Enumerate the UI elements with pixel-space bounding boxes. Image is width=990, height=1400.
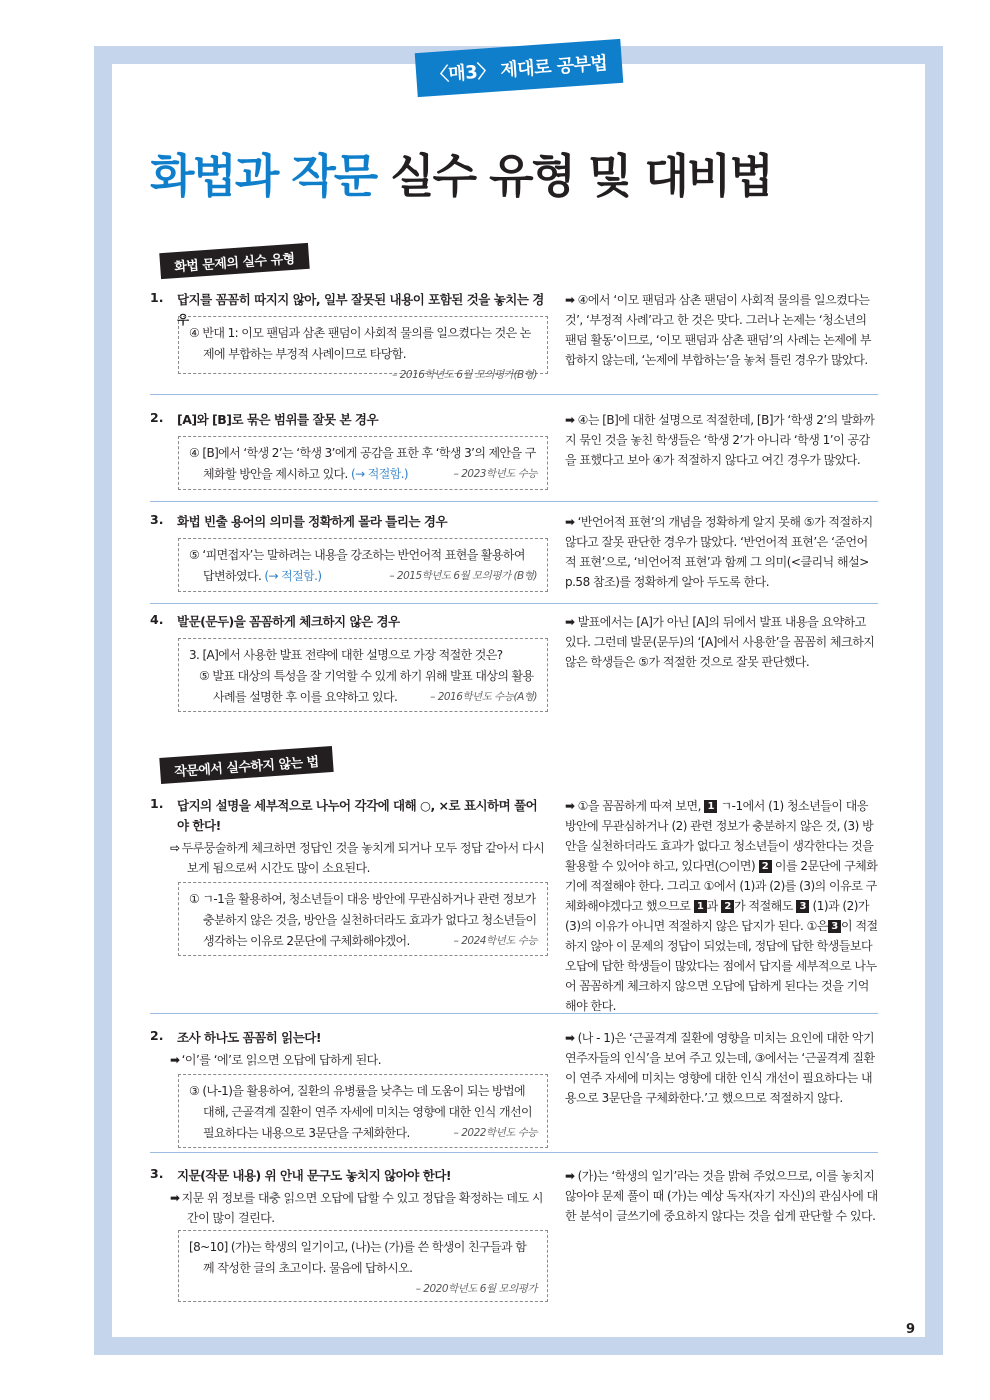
tip-note [170, 1188, 548, 1228]
example-box [178, 1230, 548, 1302]
explanation-text: 과 [706, 899, 718, 913]
list-item [150, 1166, 878, 1306]
arrow-right-icon: ➡ [565, 1169, 575, 1183]
example-body: ① ㄱ-1을 활용하여, 청소년들이 대응 방안에 무관심하거나 관련 정보가 충분하지 않은 것을, 방안을 실천하더라도 효과가 없다고 청소년들이 생각하는 이유로 2문단에 구체화해야겠어. [189, 892, 537, 948]
item-heading: 답지를 꼼꼼히 따지지 않아, 일부 잘못된 내용이 포함된 것을 놓치는 경우 [177, 292, 544, 327]
page-number: 9 [906, 1322, 916, 1337]
number-badge: 3 [796, 900, 809, 913]
explanation-text: (나 - 1)은 ‘근골격계 질환에 영향을 미치는 요인에 대한 악기 연주자들의 인식’을 보여 주고 있는데, ③에서는 ‘근골격계 질환이 연주 자세에 미치는 영향에 대한 인식 개선이 필요하다는 내용으로 3문단을 구체화한다.’고 했으므로 적절하지 않다. [565, 1031, 875, 1105]
tip-text: 지문 위 정보를 대충 읽으면 오답에 답할 수 있고 정답을 확정하는 데도 시간이 많이 걸린다. [181, 1191, 544, 1225]
section-label-speech: 화법 문제의 실수 유형 [159, 243, 309, 279]
tip-note [170, 838, 548, 878]
example-text: ④ 반대 1: 이모 팬덤과 삼촌 팬덤이 사회적 물의를 일으켰다는 것은 논제에 부합하는 부정적 사례이므로 타당함. [189, 326, 531, 361]
hollow-arrow-icon: ⇨ [170, 841, 180, 855]
arrow-right-icon: ➡ [170, 1191, 180, 1205]
arrow-right-icon: ➡ [565, 615, 575, 629]
example-source: – 2020학년도 6월 모의평가 [415, 1283, 537, 1295]
example-body: ③ (나-1)을 활용하여, 질환의 유병률을 낮추는 데 도움이 되는 방법에 대해, 근골격계 질환이 연주 자세에 미치는 영향에 대한 인식 개선이 필요하다는 내용으로 3문단을 구체화한다. [189, 1084, 532, 1140]
chapter-tag: 〈매3〉 제대로 공부법 [415, 39, 624, 97]
explanation [565, 512, 878, 592]
number-badge: 3 [828, 920, 841, 933]
example-box [178, 436, 548, 490]
explanation [565, 290, 878, 370]
example-box [178, 538, 548, 592]
title-part-dark: 실수 유형 및 대비법 [390, 149, 772, 203]
explanation-text: ①을 꼼꼼하게 따져 보면, [577, 799, 701, 813]
item-number: 1. [150, 290, 164, 305]
example-text [189, 443, 537, 485]
example-text [189, 1081, 537, 1144]
item-heading: 조사 하나도 꼼꼼히 읽는다! [177, 1030, 322, 1045]
explanation-text: 가 적절해도 [734, 899, 793, 913]
explanation [565, 612, 878, 672]
item-heading: 답지의 설명을 세부적으로 나누어 각각에 대해 ○, ×로 표시하며 풀어야 한다! [177, 798, 538, 833]
item-heading: 화법 빈출 용어의 의미를 정확하게 몰라 틀리는 경우 [177, 514, 448, 529]
number-badge: 1 [704, 800, 717, 813]
list-item [150, 612, 878, 716]
explanation [565, 1028, 878, 1108]
example-source: – 2022학년도 수능 [453, 1127, 537, 1139]
example-text [189, 666, 537, 708]
example-text [189, 545, 537, 587]
example-body: ⑤ 발표 대상의 특성을 잘 기억할 수 있게 하기 위해 발표 대상의 활용 사례를 설명한 후 이를 요약하고 있다. [199, 669, 534, 704]
tip-note [170, 1050, 548, 1070]
list-item [150, 796, 878, 1014]
explanation [565, 1166, 878, 1226]
page-title [150, 140, 772, 206]
tip-text: ‘이’를 ‘에’로 읽으면 오답에 답하게 된다. [181, 1053, 382, 1067]
number-badge: 1 [694, 900, 707, 913]
item-number: 2. [150, 410, 164, 425]
example-source: – 2016학년도 수능(A형) [430, 691, 537, 703]
explanation-text: 이 적절하지 않아 이 문제의 정답이 되었는데, 정답에 답한 학생들보다 오답에 답한 학생들이 많았다는 점에서 답지를 세부적으로 나누어 꼼꼼하게 체크하지 않으면 오답에 답하게 된다는 것을 기억해야 한다. [565, 919, 878, 1013]
explanation [565, 410, 878, 470]
item-number: 3. [150, 512, 164, 527]
example-box [178, 638, 548, 712]
title-part-blue: 화법과 작문 [150, 149, 391, 203]
explanation-text: (가)는 ‘학생의 일기’라는 것을 밝혀 주었으므로, 이를 놓치지 않아야 문제 풀이 때 (가)는 예상 독자(자기 자신)의 관심사에 대한 분석이 글쓰기에 중요하지 않다는 것을 쉽게 판단할 수 있다. [565, 1169, 878, 1223]
answer-hint: (→ 적절함.) [264, 569, 322, 583]
example-body: ⑤ ‘피면접자’는 말하려는 내용을 강조하는 반언어적 표현을 활용하여 답변하였다. [189, 548, 525, 583]
answer-hint: (→ 적절함.) [350, 467, 409, 481]
number-badge: 2 [721, 900, 734, 913]
example-text: [8~10] (가)는 학생의 일기이고, (나)는 (가)를 쓴 학생이 친구들과 함께 작성한 글의 초고이다. 물음에 답하시오. [189, 1240, 527, 1275]
arrow-right-icon: ➡ [170, 1053, 180, 1067]
example-source: – 2015학년도 6월 모의평가 (B형) [389, 570, 537, 582]
arrow-right-icon: ➡ [565, 1031, 575, 1045]
section-label-writing: 작문에서 실수하지 않는 법 [159, 746, 333, 784]
explanation-text: ④에서 ‘이모 팬덤과 삼촌 팬덤이 사회적 물의를 일으켰다는 것’, ‘부정적 사례’라고 한 것은 맞다. 그러나 논제는 ‘청소년의 팬덤 활동’이므로, ‘이모 팬덤과 삼촌 팬덤’의 사례는 논제에 부합하지 않는데, ‘논제에 부합하는’을 놓쳐 틀린 경우가 많았다. [565, 293, 871, 367]
item-number: 4. [150, 612, 164, 627]
item-number: 2. [150, 1028, 164, 1043]
list-item [150, 410, 878, 502]
example-source: – 2016학년도 6월 모의평가(B형) [392, 369, 537, 381]
tip-text: 두루뭉술하게 체크하면 정답인 것을 놓치게 되거나 모두 정답 같아서 다시 보게 됨으로써 시간도 많이 소요된다. [181, 841, 545, 875]
arrow-right-icon: ➡ [565, 515, 575, 529]
item-number: 3. [150, 1166, 164, 1181]
example-text [189, 889, 537, 952]
explanation-text: ④는 [B]에 대한 설명으로 적절한데, [B]가 ‘학생 2’의 발화까지 묶인 것을 놓친 학생들은 ‘학생 2’가 아니라 ‘학생 1’이 공감을 표했다고 보아 ④가 적절하지 않다고 여긴 경우가 많았다. [565, 413, 875, 467]
explanation-text: ‘반언어적 표현’의 개념을 정확하게 알지 못해 ⑤가 적절하지 않다고 잘못 판단한 경우가 많았다. ‘반언어적 표현’은 ‘준언어적 표현’으로, ‘비언어적 표현’과 함께 그 의미(<클리닉 해설> p.58 참조)를 정확하게 알아 두도록 한다. [565, 515, 873, 589]
explanation-text: (1)과 (2)가 (3)의 이유가 아니면 적절하지 않은 답지가 된다. ①은 [565, 899, 870, 933]
explanation-text: 발표에서는 [A]가 아닌 [A]의 뒤에서 발표 내용을 요약하고 있다. 그런데 발문(문두)의 ‘[A]에서 사용한’을 꼼꼼히 체크하지 않은 학생들은 ⑤가 적절한 것으로 잘못 판단했다. [565, 615, 875, 669]
item-heading: 발문(문두)을 꼼꼼하게 체크하지 않은 경우 [177, 614, 400, 629]
example-box [178, 882, 548, 956]
list-item [150, 1028, 878, 1153]
arrow-right-icon: ➡ [565, 293, 575, 307]
example-source: – 2023학년도 수능 [453, 468, 537, 480]
example-box [178, 316, 548, 381]
list-item [150, 512, 878, 604]
arrow-right-icon: ➡ [565, 799, 575, 813]
item-number: 1. [150, 796, 164, 811]
item-heading: [A]와 [B]로 묶은 범위를 잘못 본 경우 [177, 412, 379, 427]
arrow-right-icon: ➡ [565, 413, 575, 427]
explanation-text: ㄱ-1에서 (1) 청소년들이 대응 방안에 무관심하거나 (2) 관련 정보가 충분하지 않은 것, (3) 방안을 실천하더라도 효과가 없다고 청소년들이 생각한다는 것을 활용할 수 있어야 하고, 있다면(○이면) [565, 799, 874, 873]
explanation-text: 이를 2문단에 구체화기에 적절해야 한다. 그리고 ①에서 (1)과 (2)를 (3)의 이유로 구체화해야겠다고 했으므로 [565, 859, 878, 913]
example-box [178, 1074, 548, 1148]
list-item [150, 290, 878, 395]
example-source: – 2024학년도 수능 [453, 935, 537, 947]
example-body: ④ [B]에서 ‘학생 2’는 ‘학생 3’에게 공감을 표한 후 ‘학생 3’의 제안을 구체화할 방안을 제시하고 있다. [189, 446, 536, 481]
item-heading: 지문(작문 내용) 위 안내 문구도 놓치지 않아야 한다! [177, 1168, 452, 1183]
explanation [565, 796, 878, 1016]
example-question: 3. [A]에서 사용한 발표 전략에 대한 설명으로 가장 적절한 것은? [189, 648, 503, 662]
number-badge: 2 [759, 860, 772, 873]
